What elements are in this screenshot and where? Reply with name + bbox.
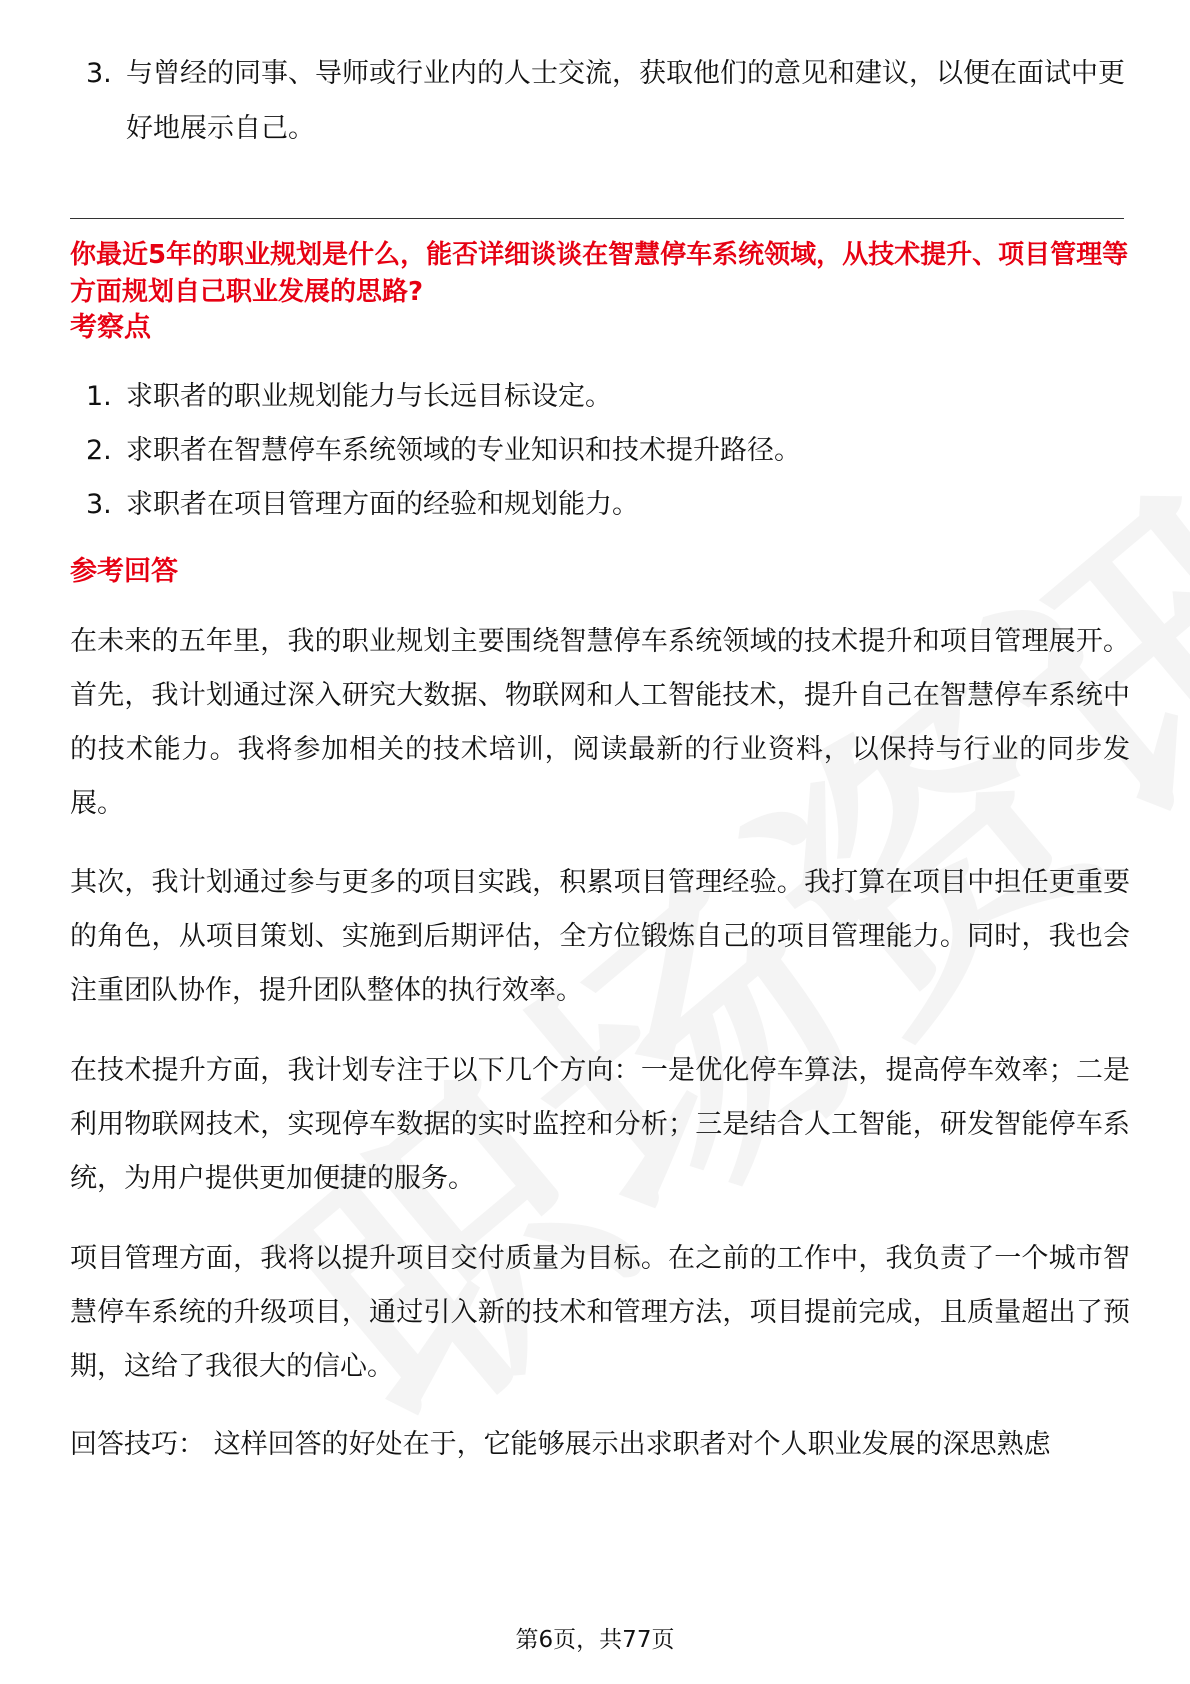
list-text: 与曾经的同事、导师或行业内的人士交流，获取他们的意见和建议，以便在面试中更好地展示自己。	[126, 58, 1125, 144]
list-number: 3.	[86, 489, 112, 520]
interview-question: 你最近5年的职业规划是什么，能否详细谈谈在智慧停车系统领域，从技术提升、项目管理等方面规划自己职业发展的思路?	[70, 240, 1129, 307]
page-number: 第6页，共77页	[515, 1627, 675, 1653]
answer-paragraph: 项目管理方面，我将以提升项目交付质量为目标。在之前的工作中，我负责了一个城市智慧停车系统的升级项目，通过引入新的技术和管理方法，项目提前完成，且质量超出了预期，这给了我很大的信心。	[70, 1243, 1130, 1382]
focus-heading: 考察点	[70, 312, 151, 343]
list-text: 求职者的职业规划能力与长远目标设定。	[126, 381, 612, 412]
focus-point	[86, 477, 1126, 532]
list-item	[86, 46, 1126, 156]
list-text: 求职者在智慧停车系统领域的专业知识和技术提升路径。	[126, 435, 801, 466]
focus-point	[86, 369, 1126, 424]
answer-paragraph: 在未来的五年里，我的职业规划主要围绕智慧停车系统领域的技术提升和项目管理展开。首先，我计划通过深入研究大数据、物联网和人工智能技术，提升自己在智慧停车系统中的技术能力。我将参加相关的技术培训，阅读最新的行业资料，以保持与行业的同步发展。	[70, 626, 1130, 819]
focus-point	[86, 423, 1126, 478]
answer-tip: 回答技巧： 这样回答的好处在于，它能够展示出求职者对个人职业发展的深思熟虑	[70, 1429, 1051, 1460]
section-divider	[70, 218, 1124, 219]
list-number: 2.	[86, 435, 112, 466]
answer-paragraph: 其次，我计划通过参与更多的项目实践，积累项目管理经验。我打算在项目中担任更重要的角色，从项目策划、实施到后期评估，全方位锻炼自己的项目管理能力。同时，我也会注重团队协作，提升团队整体的执行效率。	[70, 867, 1130, 1006]
answer-heading: 参考回答	[70, 556, 178, 587]
list-text: 求职者在项目管理方面的经验和规划能力。	[126, 489, 639, 520]
answer-paragraph: 在技术提升方面，我计划专注于以下几个方向：一是优化停车算法，提高停车效率；二是利用物联网技术，实现停车数据的实时监控和分析；三是结合人工智能，研发智能停车系统，为用户提供更加便捷的服务。	[70, 1055, 1130, 1194]
list-number: 3.	[86, 58, 112, 89]
list-number: 1.	[86, 381, 112, 412]
